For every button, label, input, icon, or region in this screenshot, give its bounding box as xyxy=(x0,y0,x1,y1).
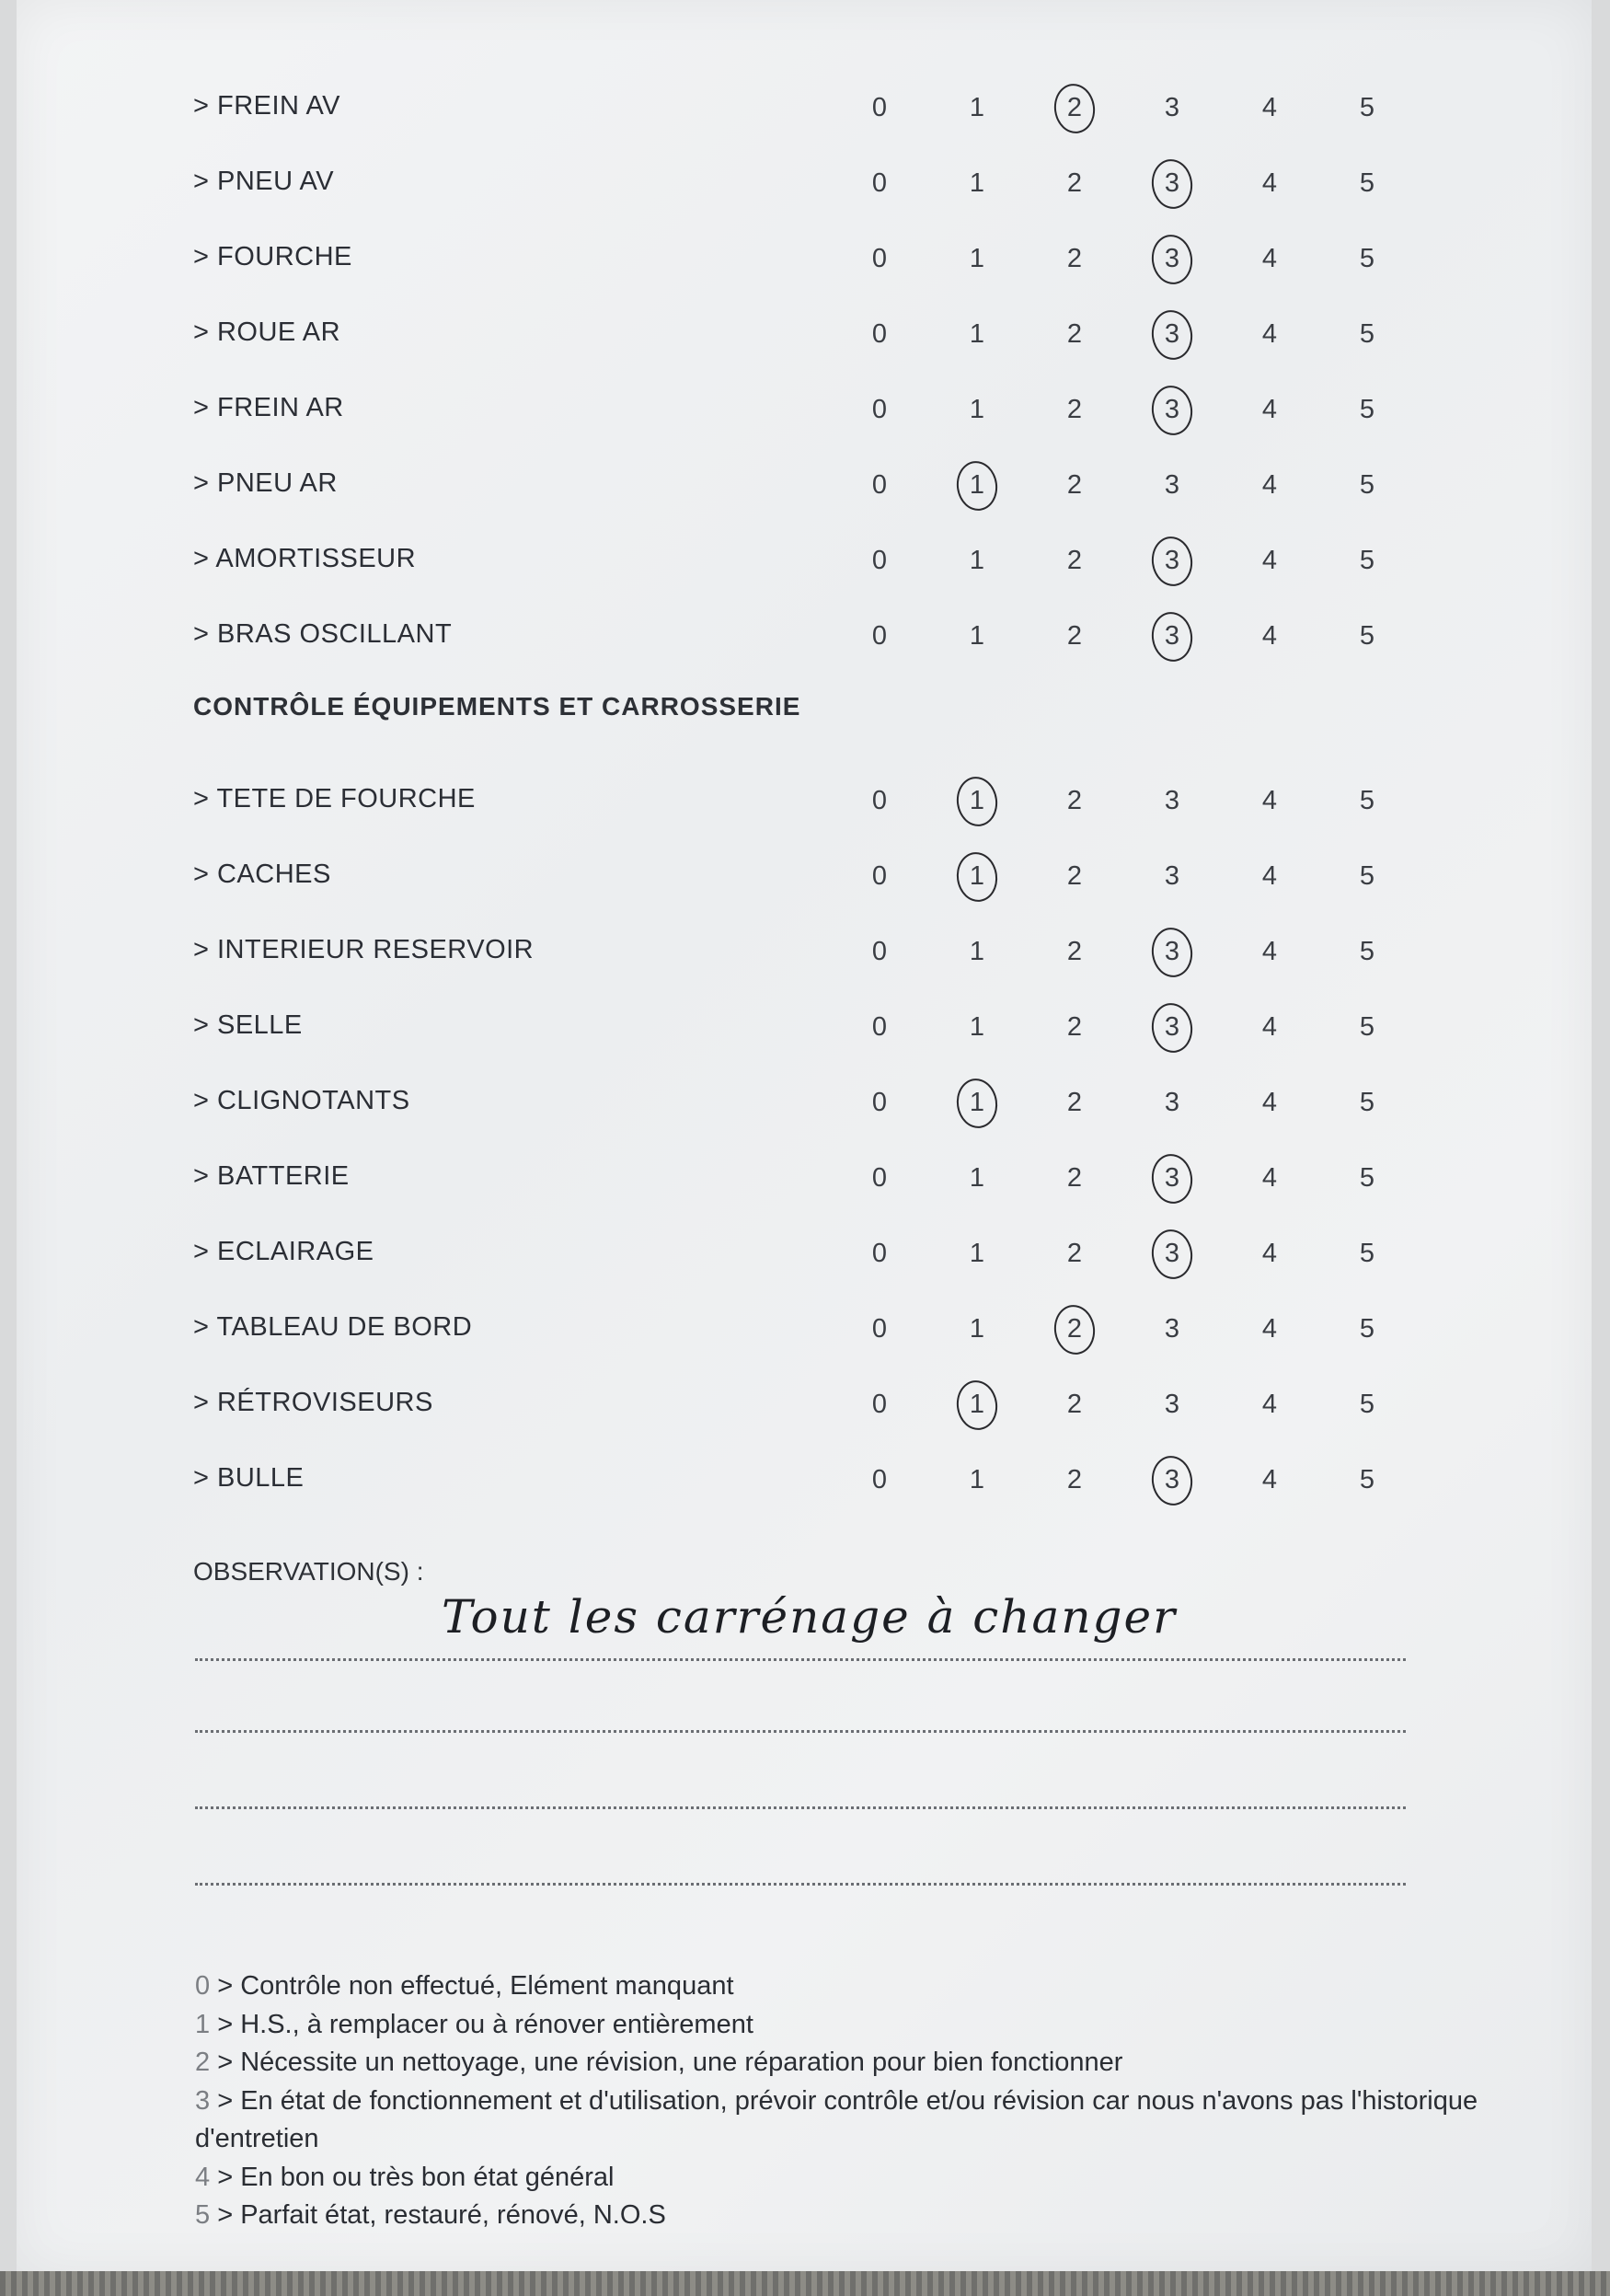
score-option: 2 xyxy=(1066,1390,1083,1419)
score-option-circled: 1 xyxy=(959,470,995,501)
score-option: 0 xyxy=(871,621,888,651)
score-option: 2 xyxy=(1066,1239,1083,1268)
score-option: 2 xyxy=(1066,1163,1083,1193)
score-option: 3 xyxy=(1164,786,1180,815)
rating-row-label: > ROUE AR xyxy=(193,317,341,347)
score-option: 0 xyxy=(871,395,888,424)
score-option: 4 xyxy=(1261,546,1278,575)
score-option: 2 xyxy=(1066,861,1083,891)
score-option: 3 xyxy=(1164,93,1180,122)
score-option: 5 xyxy=(1359,470,1375,500)
score-option: 1 xyxy=(969,937,985,966)
score-option: 4 xyxy=(1261,168,1278,198)
observations-handwritten-text: Tout les carrénage à changer xyxy=(442,1590,1178,1644)
score-option: 5 xyxy=(1359,1390,1375,1419)
legend-item: 5 > Parfait état, restauré, rénové, N.O.S xyxy=(195,2200,666,2230)
score-option: 5 xyxy=(1359,1012,1375,1042)
score-option: 0 xyxy=(871,93,888,122)
score-option: 1 xyxy=(969,244,985,273)
rating-row-label: > TABLEAU DE BORD xyxy=(193,1312,473,1342)
score-option: 1 xyxy=(969,319,985,349)
score-option: 0 xyxy=(871,861,888,891)
rating-row xyxy=(0,1375,1610,1430)
rating-row-label: > PNEU AR xyxy=(193,468,338,498)
score-option-circled: 3 xyxy=(1154,319,1190,350)
score-option: 5 xyxy=(1359,168,1375,198)
score-option: 5 xyxy=(1359,1239,1375,1268)
rating-row xyxy=(0,922,1610,977)
score-option: 4 xyxy=(1261,1239,1278,1268)
score-option: 5 xyxy=(1359,786,1375,815)
score-option: 0 xyxy=(871,244,888,273)
score-option: 4 xyxy=(1261,1390,1278,1419)
score-option: 4 xyxy=(1261,786,1278,815)
score-option: 1 xyxy=(969,1163,985,1193)
legend-item: 2 > Nécessite un nettoyage, une révision, une réparation pour bien fonctionner xyxy=(195,2048,1123,2077)
score-option: 5 xyxy=(1359,1465,1375,1494)
rating-row-label: > BRAS OSCILLANT xyxy=(193,619,453,649)
score-option: 4 xyxy=(1261,470,1278,500)
score-option-circled: 2 xyxy=(1056,93,1093,123)
sheet-protector-edge xyxy=(0,2271,1610,2296)
score-option-circled: 3 xyxy=(1154,621,1190,652)
score-option: 0 xyxy=(871,1239,888,1268)
score-option: 0 xyxy=(871,1012,888,1042)
rating-row-label: > CACHES xyxy=(193,860,331,889)
score-option-circled: 3 xyxy=(1154,395,1190,425)
score-option: 2 xyxy=(1066,319,1083,349)
score-option: 5 xyxy=(1359,93,1375,122)
rating-row-label: > FOURCHE xyxy=(193,242,352,271)
rating-row xyxy=(0,998,1610,1053)
score-option: 4 xyxy=(1261,621,1278,651)
rating-row xyxy=(0,229,1610,284)
score-option: 4 xyxy=(1261,1465,1278,1494)
score-option-circled: 3 xyxy=(1154,546,1190,576)
score-option: 2 xyxy=(1066,168,1083,198)
legend-item: 1 > H.S., à remplacer ou à rénover entièrement xyxy=(195,2009,753,2039)
score-option: 1 xyxy=(969,93,985,122)
score-option: 4 xyxy=(1261,244,1278,273)
rating-row-label: > RÉTROVISEURS xyxy=(193,1388,433,1417)
score-option: 0 xyxy=(871,1314,888,1344)
observations-label: OBSERVATION(S) : xyxy=(193,1557,424,1586)
rating-row xyxy=(0,1224,1610,1279)
score-option: 1 xyxy=(969,1012,985,1042)
score-option: 5 xyxy=(1359,395,1375,424)
score-option: 5 xyxy=(1359,1088,1375,1117)
score-option: 5 xyxy=(1359,319,1375,349)
score-option: 0 xyxy=(871,1088,888,1117)
rating-row-label: > FREIN AV xyxy=(193,91,340,121)
score-option: 1 xyxy=(969,546,985,575)
score-option: 5 xyxy=(1359,1314,1375,1344)
score-option: 0 xyxy=(871,168,888,198)
rating-row xyxy=(0,847,1610,902)
rating-row-label: > BULLE xyxy=(193,1463,305,1493)
score-option: 1 xyxy=(969,621,985,651)
score-option: 5 xyxy=(1359,621,1375,651)
score-option: 2 xyxy=(1066,621,1083,651)
score-legend xyxy=(195,1967,1483,2235)
rating-row-label: > PNEU AV xyxy=(193,167,335,196)
rating-row xyxy=(0,78,1610,133)
score-option: 2 xyxy=(1066,395,1083,424)
score-option: 1 xyxy=(969,395,985,424)
rating-row-label: > BATTERIE xyxy=(193,1161,350,1191)
score-option: 2 xyxy=(1066,546,1083,575)
score-option-circled: 1 xyxy=(959,1088,995,1118)
rating-row xyxy=(0,606,1610,662)
score-option-circled: 3 xyxy=(1154,1012,1190,1043)
observation-line-1 xyxy=(195,1658,1406,1661)
score-option: 5 xyxy=(1359,546,1375,575)
score-option: 4 xyxy=(1261,1012,1278,1042)
score-option: 5 xyxy=(1359,244,1375,273)
score-option: 1 xyxy=(969,1465,985,1494)
score-option: 4 xyxy=(1261,861,1278,891)
score-option-circled: 3 xyxy=(1154,168,1190,199)
score-option: 2 xyxy=(1066,470,1083,500)
score-option-circled: 2 xyxy=(1056,1314,1093,1344)
score-option-circled: 3 xyxy=(1154,937,1190,967)
score-option: 4 xyxy=(1261,937,1278,966)
rating-row xyxy=(0,771,1610,826)
score-option: 5 xyxy=(1359,937,1375,966)
rating-row-label: > ECLAIRAGE xyxy=(193,1237,374,1266)
score-option: 4 xyxy=(1261,319,1278,349)
rating-row xyxy=(0,531,1610,586)
score-option: 2 xyxy=(1066,1088,1083,1117)
rating-row xyxy=(0,380,1610,435)
score-option: 4 xyxy=(1261,1088,1278,1117)
score-option: 1 xyxy=(969,168,985,198)
rating-row-label: > AMORTISSEUR xyxy=(193,544,417,573)
score-option: 0 xyxy=(871,1390,888,1419)
score-option: 3 xyxy=(1164,470,1180,500)
score-option: 2 xyxy=(1066,937,1083,966)
score-option: 4 xyxy=(1261,395,1278,424)
score-option: 3 xyxy=(1164,1390,1180,1419)
score-option: 2 xyxy=(1066,1012,1083,1042)
score-option: 2 xyxy=(1066,1465,1083,1494)
score-option: 0 xyxy=(871,786,888,815)
rating-row xyxy=(0,305,1610,360)
legend-item: 4 > En bon ou très bon état général xyxy=(195,2162,615,2192)
score-option: 2 xyxy=(1066,244,1083,273)
section-title: CONTRÔLE ÉQUIPEMENTS ET CARROSSERIE xyxy=(193,692,801,721)
rating-row-label: > TETE DE FOURCHE xyxy=(193,784,476,813)
legend-item: 3 > En état de fonctionnement et d'utilisation, prévoir contrôle et/ou révision car nous n'avons pas l'historique d'entretien xyxy=(195,2085,1478,2153)
observation-line-4 xyxy=(195,1883,1406,1886)
score-option: 1 xyxy=(969,1239,985,1268)
rating-row-label: > SELLE xyxy=(193,1010,303,1040)
rating-row-label: > CLIGNOTANTS xyxy=(193,1086,410,1115)
score-option: 5 xyxy=(1359,1163,1375,1193)
score-option: 4 xyxy=(1261,1314,1278,1344)
rating-row xyxy=(0,1148,1610,1204)
score-option: 0 xyxy=(871,546,888,575)
rating-row xyxy=(0,456,1610,511)
rating-row xyxy=(0,1450,1610,1506)
score-option: 3 xyxy=(1164,1314,1180,1344)
score-option-circled: 1 xyxy=(959,1390,995,1420)
score-option: 1 xyxy=(969,1314,985,1344)
score-option: 0 xyxy=(871,319,888,349)
rating-row-label: > INTERIEUR RESERVOIR xyxy=(193,935,535,964)
rating-row-label: > FREIN AR xyxy=(193,393,344,422)
score-option-circled: 3 xyxy=(1154,1239,1190,1269)
score-option-circled: 3 xyxy=(1154,1465,1190,1495)
score-option: 3 xyxy=(1164,861,1180,891)
score-option-circled: 1 xyxy=(959,861,995,892)
rating-row xyxy=(0,1073,1610,1128)
rating-row xyxy=(0,1299,1610,1355)
score-option: 2 xyxy=(1066,786,1083,815)
legend-item: 0 > Contrôle non effectué, Elément manquant xyxy=(195,1971,734,2001)
score-option: 4 xyxy=(1261,1163,1278,1193)
score-option-circled: 3 xyxy=(1154,1163,1190,1194)
score-option: 5 xyxy=(1359,861,1375,891)
rating-row xyxy=(0,154,1610,209)
score-option: 0 xyxy=(871,470,888,500)
score-option-circled: 3 xyxy=(1154,244,1190,274)
score-option: 0 xyxy=(871,1163,888,1193)
score-option: 0 xyxy=(871,1465,888,1494)
score-option-circled: 1 xyxy=(959,786,995,816)
observation-line-3 xyxy=(195,1806,1406,1809)
observation-line-2 xyxy=(195,1730,1406,1733)
score-option: 0 xyxy=(871,937,888,966)
score-option: 4 xyxy=(1261,93,1278,122)
score-option: 3 xyxy=(1164,1088,1180,1117)
